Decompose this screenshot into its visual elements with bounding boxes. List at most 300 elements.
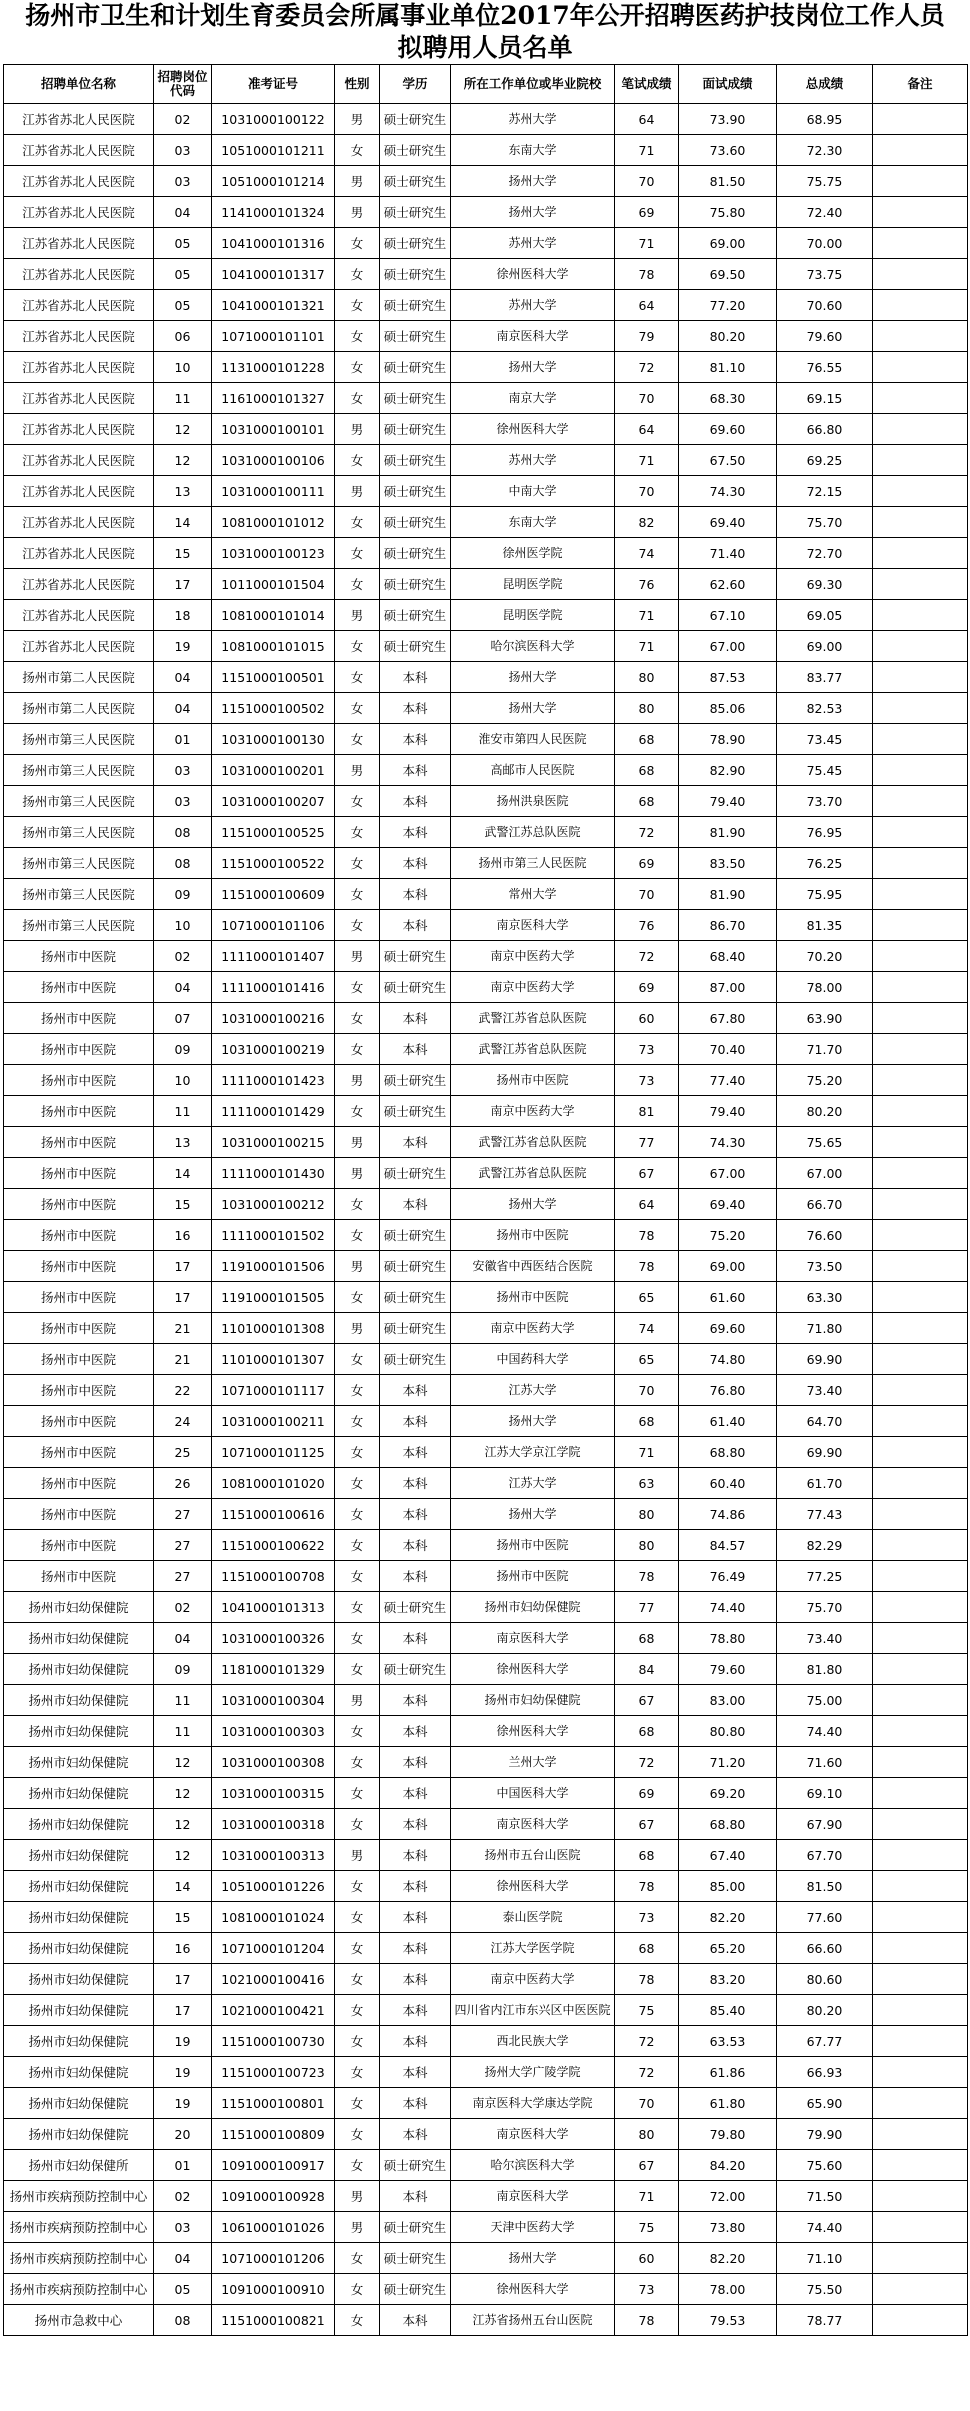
cell-unit: 扬州市中医院: [4, 1406, 154, 1437]
cell-education: 硕士研究生: [380, 352, 451, 383]
cell-total-score: 67.90: [777, 1809, 873, 1840]
cell-interview-score: 67.00: [679, 631, 777, 662]
cell-remarks: [873, 1468, 968, 1499]
cell-interview-score: 81.90: [679, 879, 777, 910]
cell-unit: 扬州市中医院: [4, 972, 154, 1003]
cell-gender: 女: [335, 1189, 380, 1220]
cell-interview-score: 82.20: [679, 2243, 777, 2274]
cell-written-score: 80: [615, 693, 679, 724]
cell-gender: 女: [335, 693, 380, 724]
cell-education: 本科: [380, 755, 451, 786]
cell-exam-id: 1091000100910: [212, 2274, 335, 2305]
cell-gender: 男: [335, 1251, 380, 1282]
cell-education: 硕士研究生: [380, 1158, 451, 1189]
cell-remarks: [873, 941, 968, 972]
cell-gender: 男: [335, 941, 380, 972]
cell-gender: 女: [335, 1561, 380, 1592]
cell-education: 本科: [380, 1933, 451, 1964]
cell-total-score: 79.60: [777, 321, 873, 352]
table-row: [4, 1065, 968, 1096]
table-row: [4, 321, 968, 352]
cell-written-score: 75: [615, 1995, 679, 2026]
cell-total-score: 75.70: [777, 1592, 873, 1623]
cell-school: 南京医科大学: [451, 1809, 615, 1840]
cell-written-score: 65: [615, 1282, 679, 1313]
cell-post-code: 19: [154, 2026, 212, 2057]
cell-written-score: 70: [615, 1375, 679, 1406]
cell-school: 南京中医药大学: [451, 941, 615, 972]
cell-post-code: 05: [154, 290, 212, 321]
cell-interview-score: 61.86: [679, 2057, 777, 2088]
cell-education: 本科: [380, 1623, 451, 1654]
table-row: [4, 1933, 968, 1964]
cell-remarks: [873, 1096, 968, 1127]
header-remarks: 备注: [873, 65, 968, 104]
cell-gender: 女: [335, 1096, 380, 1127]
cell-gender: 男: [335, 1313, 380, 1344]
cell-education: 本科: [380, 1902, 451, 1933]
cell-interview-score: 78.80: [679, 1623, 777, 1654]
cell-interview-score: 67.40: [679, 1840, 777, 1871]
cell-total-score: 71.60: [777, 1747, 873, 1778]
table-row: [4, 1654, 968, 1685]
header-exam-id: 准考证号: [212, 65, 335, 104]
table-row: [4, 1964, 968, 1995]
cell-education: 本科: [380, 1189, 451, 1220]
cell-total-score: 65.90: [777, 2088, 873, 2119]
cell-unit: 扬州市妇幼保健所: [4, 2150, 154, 2181]
cell-exam-id: 1101000101308: [212, 1313, 335, 1344]
cell-total-score: 79.90: [777, 2119, 873, 2150]
cell-school: 中国医科大学: [451, 1778, 615, 1809]
cell-interview-score: 75.20: [679, 1220, 777, 1251]
cell-total-score: 72.40: [777, 197, 873, 228]
cell-remarks: [873, 848, 968, 879]
table-row: [4, 941, 968, 972]
cell-interview-score: 85.06: [679, 693, 777, 724]
cell-interview-score: 67.80: [679, 1003, 777, 1034]
cell-post-code: 08: [154, 2305, 212, 2336]
cell-interview-score: 68.80: [679, 1809, 777, 1840]
cell-post-code: 02: [154, 1592, 212, 1623]
cell-school: 扬州市第三人民医院: [451, 848, 615, 879]
cell-unit: 扬州市中医院: [4, 1189, 154, 1220]
cell-written-score: 78: [615, 1251, 679, 1282]
cell-remarks: [873, 1437, 968, 1468]
table-row: [4, 2026, 968, 2057]
cell-exam-id: 1151000100708: [212, 1561, 335, 1592]
cell-school: 东南大学: [451, 135, 615, 166]
cell-total-score: 73.70: [777, 786, 873, 817]
cell-written-score: 71: [615, 228, 679, 259]
cell-school: 南京中医药大学: [451, 1964, 615, 1995]
table-row: [4, 569, 968, 600]
cell-unit: 扬州市第三人民医院: [4, 910, 154, 941]
cell-post-code: 12: [154, 1809, 212, 1840]
cell-exam-id: 1051000101211: [212, 135, 335, 166]
cell-unit: 扬州市中医院: [4, 1530, 154, 1561]
cell-written-score: 67: [615, 1158, 679, 1189]
cell-gender: 女: [335, 1437, 380, 1468]
cell-remarks: [873, 2150, 968, 2181]
cell-total-score: 69.90: [777, 1344, 873, 1375]
cell-school: 扬州大学: [451, 197, 615, 228]
cell-remarks: [873, 724, 968, 755]
cell-interview-score: 67.10: [679, 600, 777, 631]
cell-total-score: 73.50: [777, 1251, 873, 1282]
cell-written-score: 64: [615, 1189, 679, 1220]
cell-exam-id: 1031000100216: [212, 1003, 335, 1034]
cell-education: 本科: [380, 1499, 451, 1530]
table-row: [4, 1313, 968, 1344]
cell-exam-id: 1091000100917: [212, 2150, 335, 2181]
cell-total-score: 75.50: [777, 2274, 873, 2305]
table-row: [4, 1778, 968, 1809]
cell-school: 南京医科大学: [451, 2119, 615, 2150]
cell-school: 南京中医药大学: [451, 1096, 615, 1127]
cell-interview-score: 85.40: [679, 1995, 777, 2026]
cell-gender: 男: [335, 755, 380, 786]
table-row: [4, 414, 968, 445]
cell-written-score: 72: [615, 352, 679, 383]
cell-education: 硕士研究生: [380, 104, 451, 135]
cell-gender: 男: [335, 1127, 380, 1158]
cell-post-code: 09: [154, 879, 212, 910]
cell-school: 扬州市中医院: [451, 1220, 615, 1251]
cell-written-score: 70: [615, 476, 679, 507]
cell-unit: 扬州市第三人民医院: [4, 879, 154, 910]
cell-school: 江苏大学: [451, 1375, 615, 1406]
cell-total-score: 75.95: [777, 879, 873, 910]
table-row: [4, 259, 968, 290]
cell-post-code: 11: [154, 383, 212, 414]
cell-exam-id: 1041000101313: [212, 1592, 335, 1623]
cell-gender: 女: [335, 1003, 380, 1034]
cell-remarks: [873, 321, 968, 352]
cell-education: 本科: [380, 1995, 451, 2026]
cell-total-score: 75.60: [777, 2150, 873, 2181]
cell-post-code: 04: [154, 972, 212, 1003]
cell-school: 扬州市五台山医院: [451, 1840, 615, 1871]
cell-gender: 女: [335, 2119, 380, 2150]
cell-school: 泰山医学院: [451, 1902, 615, 1933]
cell-total-score: 75.75: [777, 166, 873, 197]
cell-education: 硕士研究生: [380, 476, 451, 507]
cell-written-score: 72: [615, 2026, 679, 2057]
cell-gender: 男: [335, 197, 380, 228]
cell-exam-id: 1111000101502: [212, 1220, 335, 1251]
cell-school: 苏州大学: [451, 445, 615, 476]
cell-total-score: 75.65: [777, 1127, 873, 1158]
cell-remarks: [873, 2305, 968, 2336]
cell-remarks: [873, 2212, 968, 2243]
cell-gender: 女: [335, 228, 380, 259]
cell-remarks: [873, 1685, 968, 1716]
cell-interview-score: 76.80: [679, 1375, 777, 1406]
cell-school: 扬州大学: [451, 1499, 615, 1530]
cell-exam-id: 1131000101228: [212, 352, 335, 383]
table-row: [4, 1003, 968, 1034]
cell-interview-score: 73.80: [679, 2212, 777, 2243]
cell-gender: 女: [335, 2057, 380, 2088]
table-row: [4, 507, 968, 538]
cell-education: 本科: [380, 2305, 451, 2336]
cell-post-code: 19: [154, 631, 212, 662]
cell-total-score: 67.70: [777, 1840, 873, 1871]
cell-remarks: [873, 879, 968, 910]
cell-total-score: 75.45: [777, 755, 873, 786]
cell-written-score: 60: [615, 1003, 679, 1034]
cell-school: 南京医科大学: [451, 1623, 615, 1654]
cell-education: 本科: [380, 1809, 451, 1840]
cell-education: 硕士研究生: [380, 538, 451, 569]
cell-gender: 女: [335, 910, 380, 941]
cell-school: 扬州市中医院: [451, 1530, 615, 1561]
cell-written-score: 68: [615, 755, 679, 786]
table-row: [4, 228, 968, 259]
cell-interview-score: 85.00: [679, 1871, 777, 1902]
cell-remarks: [873, 476, 968, 507]
cell-gender: 女: [335, 1220, 380, 1251]
cell-written-score: 73: [615, 1065, 679, 1096]
cell-exam-id: 1091000100928: [212, 2181, 335, 2212]
cell-post-code: 14: [154, 1871, 212, 1902]
cell-post-code: 02: [154, 941, 212, 972]
cell-unit: 扬州市中医院: [4, 1282, 154, 1313]
cell-gender: 女: [335, 1468, 380, 1499]
cell-education: 硕士研究生: [380, 1065, 451, 1096]
cell-total-score: 72.70: [777, 538, 873, 569]
cell-interview-score: 69.00: [679, 228, 777, 259]
table-row: [4, 1375, 968, 1406]
cell-education: 硕士研究生: [380, 259, 451, 290]
cell-unit: 江苏省苏北人民医院: [4, 383, 154, 414]
cell-post-code: 03: [154, 755, 212, 786]
cell-school: 淮安市第四人民医院: [451, 724, 615, 755]
cell-unit: 江苏省苏北人民医院: [4, 104, 154, 135]
table-row: [4, 476, 968, 507]
cell-interview-score: 74.80: [679, 1344, 777, 1375]
table-row: [4, 2181, 968, 2212]
cell-written-score: 74: [615, 1313, 679, 1344]
cell-remarks: [873, 1530, 968, 1561]
table-row: [4, 1995, 968, 2026]
cell-written-score: 71: [615, 1437, 679, 1468]
cell-gender: 女: [335, 1282, 380, 1313]
cell-post-code: 05: [154, 259, 212, 290]
cell-total-score: 75.70: [777, 507, 873, 538]
cell-remarks: [873, 1654, 968, 1685]
cell-total-score: 69.00: [777, 631, 873, 662]
cell-unit: 扬州市中医院: [4, 1344, 154, 1375]
table-row: [4, 1592, 968, 1623]
cell-interview-score: 68.80: [679, 1437, 777, 1468]
cell-post-code: 13: [154, 476, 212, 507]
cell-school: 高邮市人民医院: [451, 755, 615, 786]
table-row: [4, 538, 968, 569]
cell-total-score: 81.50: [777, 1871, 873, 1902]
document-title: [0, 0, 970, 64]
cell-remarks: [873, 2057, 968, 2088]
cell-interview-score: 77.40: [679, 1065, 777, 1096]
cell-education: 本科: [380, 2057, 451, 2088]
cell-exam-id: 1111000101429: [212, 1096, 335, 1127]
table-row: [4, 445, 968, 476]
cell-post-code: 12: [154, 414, 212, 445]
cell-unit: 江苏省苏北人民医院: [4, 166, 154, 197]
cell-education: 本科: [380, 2088, 451, 2119]
cell-unit: 扬州市妇幼保健院: [4, 1871, 154, 1902]
cell-interview-score: 60.40: [679, 1468, 777, 1499]
cell-interview-score: 71.40: [679, 538, 777, 569]
cell-school: 扬州市中医院: [451, 1065, 615, 1096]
cell-post-code: 12: [154, 445, 212, 476]
cell-exam-id: 1041000101316: [212, 228, 335, 259]
cell-unit: 扬州市第二人民医院: [4, 662, 154, 693]
cell-unit: 扬州市妇幼保健院: [4, 1933, 154, 1964]
cell-total-score: 81.80: [777, 1654, 873, 1685]
cell-written-score: 72: [615, 817, 679, 848]
cell-gender: 男: [335, 166, 380, 197]
cell-exam-id: 1031000100303: [212, 1716, 335, 1747]
cell-education: 本科: [380, 1561, 451, 1592]
cell-education: 硕士研究生: [380, 2243, 451, 2274]
cell-total-score: 80.60: [777, 1964, 873, 1995]
cell-unit: 江苏省苏北人民医院: [4, 290, 154, 321]
cell-remarks: [873, 600, 968, 631]
cell-gender: 女: [335, 1623, 380, 1654]
cell-written-score: 70: [615, 879, 679, 910]
table-row: [4, 2212, 968, 2243]
table-row: [4, 1158, 968, 1189]
table-row: [4, 1747, 968, 1778]
cell-school: 中国药科大学: [451, 1344, 615, 1375]
cell-remarks: [873, 693, 968, 724]
cell-school: 扬州大学: [451, 1406, 615, 1437]
cell-unit: 扬州市第三人民医院: [4, 755, 154, 786]
cell-school: 四川省内江市东兴区中医医院: [451, 1995, 615, 2026]
cell-exam-id: 1031000100215: [212, 1127, 335, 1158]
table-row: [4, 1251, 968, 1282]
cell-interview-score: 76.49: [679, 1561, 777, 1592]
cell-post-code: 06: [154, 321, 212, 352]
cell-written-score: 71: [615, 445, 679, 476]
table-row: [4, 1716, 968, 1747]
cell-post-code: 05: [154, 2274, 212, 2305]
table-row: [4, 2150, 968, 2181]
cell-exam-id: 1151000100501: [212, 662, 335, 693]
cell-gender: 女: [335, 972, 380, 1003]
cell-total-score: 68.95: [777, 104, 873, 135]
cell-school: 江苏省扬州五台山医院: [451, 2305, 615, 2336]
cell-unit: 扬州市妇幼保健院: [4, 1685, 154, 1716]
cell-school: 徐州医科大学: [451, 1716, 615, 1747]
cell-written-score: 79: [615, 321, 679, 352]
cell-exam-id: 1061000101026: [212, 2212, 335, 2243]
cell-written-score: 78: [615, 1964, 679, 1995]
cell-post-code: 04: [154, 197, 212, 228]
cell-unit: 扬州市中医院: [4, 1437, 154, 1468]
title-line-1: 扬州市卫生和计划生育委员会所属事业单位2017年公开招聘医药护技岗位工作人员: [25, 1, 945, 30]
table-row: [4, 1220, 968, 1251]
cell-remarks: [873, 1344, 968, 1375]
cell-school: 扬州市妇幼保健院: [451, 1685, 615, 1716]
cell-interview-score: 82.90: [679, 755, 777, 786]
table-row: [4, 1034, 968, 1065]
cell-written-score: 69: [615, 972, 679, 1003]
cell-gender: 男: [335, 1158, 380, 1189]
cell-exam-id: 1151000100730: [212, 2026, 335, 2057]
cell-school: 南京医科大学: [451, 2181, 615, 2212]
cell-total-score: 74.40: [777, 2212, 873, 2243]
cell-total-score: 66.93: [777, 2057, 873, 2088]
cell-education: 本科: [380, 1964, 451, 1995]
cell-gender: 男: [335, 2181, 380, 2212]
cell-post-code: 19: [154, 2057, 212, 2088]
cell-gender: 男: [335, 2212, 380, 2243]
cell-gender: 男: [335, 414, 380, 445]
cell-post-code: 10: [154, 910, 212, 941]
cell-remarks: [873, 1871, 968, 1902]
cell-remarks: [873, 2274, 968, 2305]
cell-remarks: [873, 2088, 968, 2119]
cell-unit: 扬州市中医院: [4, 1251, 154, 1282]
cell-education: 本科: [380, 1840, 451, 1871]
table-row: [4, 631, 968, 662]
cell-post-code: 12: [154, 1778, 212, 1809]
cell-exam-id: 1081000101015: [212, 631, 335, 662]
cell-gender: 女: [335, 259, 380, 290]
cell-gender: 女: [335, 445, 380, 476]
table-row: [4, 2305, 968, 2336]
cell-remarks: [873, 414, 968, 445]
cell-remarks: [873, 755, 968, 786]
cell-written-score: 67: [615, 2150, 679, 2181]
cell-written-score: 78: [615, 1561, 679, 1592]
cell-remarks: [873, 2181, 968, 2212]
cell-total-score: 67.00: [777, 1158, 873, 1189]
cell-education: 本科: [380, 1716, 451, 1747]
cell-exam-id: 1051000101214: [212, 166, 335, 197]
table-row: [4, 383, 968, 414]
cell-school: 扬州市妇幼保健院: [451, 1592, 615, 1623]
cell-remarks: [873, 259, 968, 290]
cell-education: 硕士研究生: [380, 197, 451, 228]
cell-exam-id: 1071000101117: [212, 1375, 335, 1406]
cell-interview-score: 72.00: [679, 2181, 777, 2212]
cell-exam-id: 1151000100616: [212, 1499, 335, 1530]
cell-education: 硕士研究生: [380, 569, 451, 600]
cell-interview-score: 84.20: [679, 2150, 777, 2181]
cell-interview-score: 69.60: [679, 1313, 777, 1344]
cell-interview-score: 81.10: [679, 352, 777, 383]
cell-written-score: 73: [615, 1034, 679, 1065]
cell-school: 扬州大学: [451, 1189, 615, 1220]
cell-education: 硕士研究生: [380, 941, 451, 972]
table-row: [4, 1623, 968, 1654]
cell-written-score: 71: [615, 631, 679, 662]
cell-post-code: 12: [154, 1840, 212, 1871]
cell-gender: 女: [335, 352, 380, 383]
cell-total-score: 77.43: [777, 1499, 873, 1530]
cell-total-score: 80.20: [777, 1096, 873, 1127]
cell-school: 昆明医学院: [451, 600, 615, 631]
cell-gender: 女: [335, 290, 380, 321]
cell-total-score: 75.20: [777, 1065, 873, 1096]
cell-gender: 女: [335, 1406, 380, 1437]
cell-exam-id: 1081000101020: [212, 1468, 335, 1499]
cell-remarks: [873, 1902, 968, 1933]
